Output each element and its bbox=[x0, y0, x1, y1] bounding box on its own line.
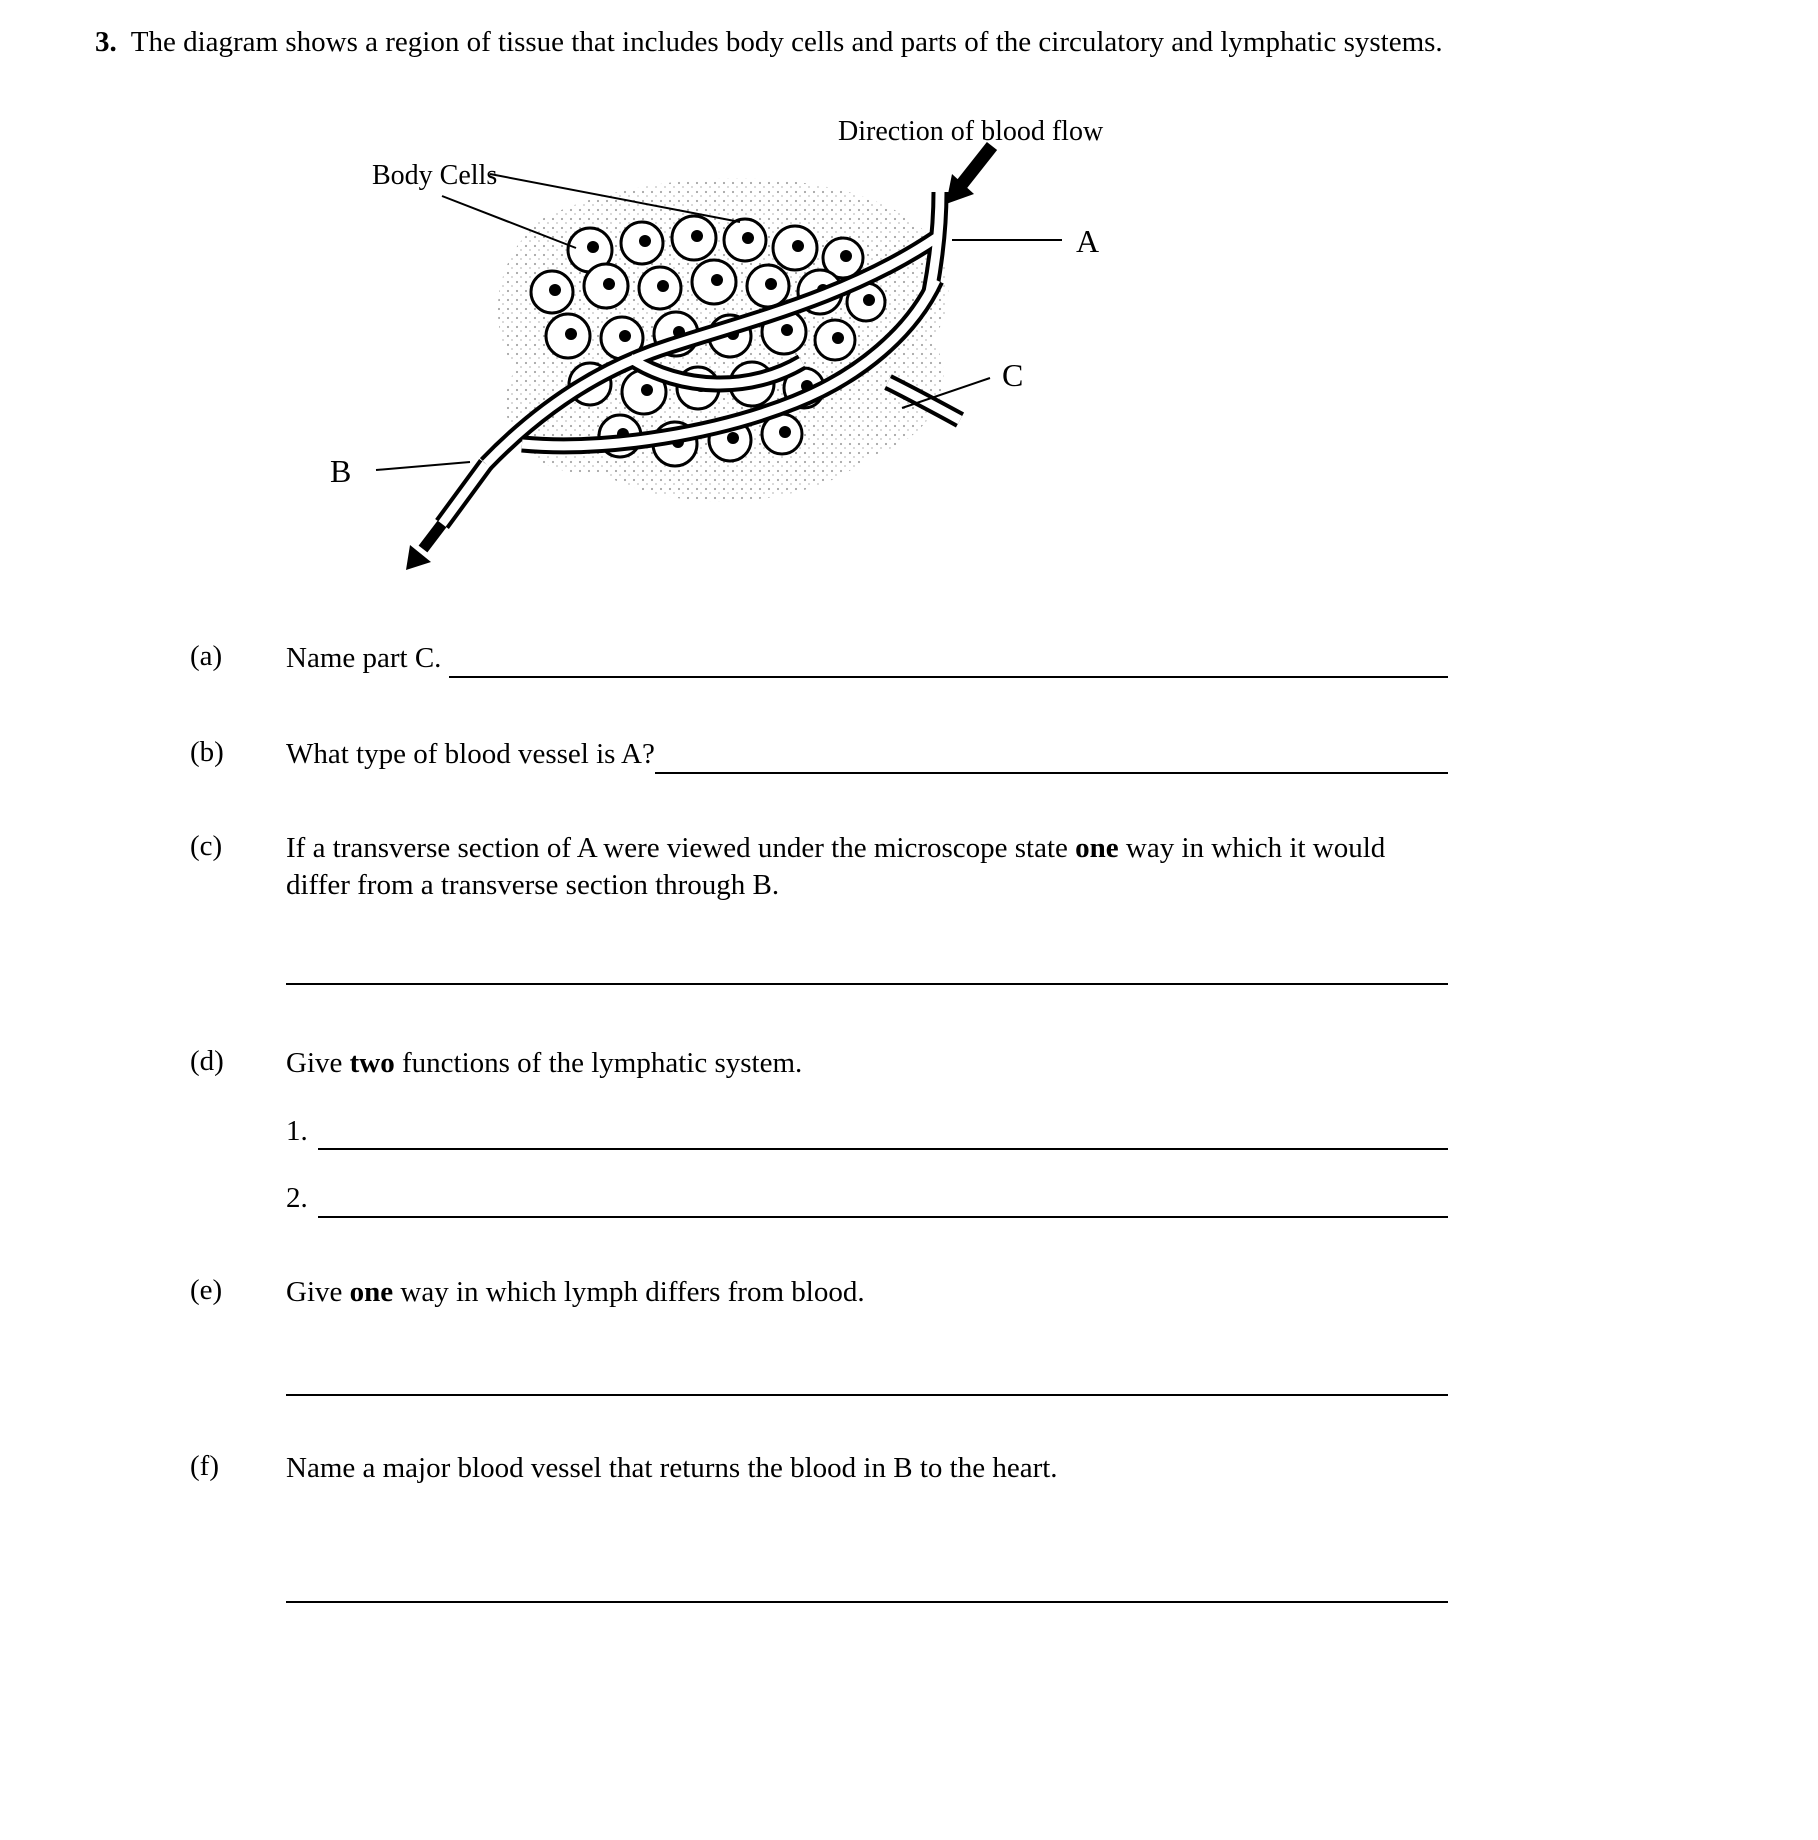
question-e-text: Give one way in which lymph differs from blood. bbox=[286, 1276, 865, 1309]
answer-row-d1 bbox=[286, 1113, 1448, 1151]
vessel-b-flow-arrow-icon bbox=[406, 524, 442, 570]
body-cells-label: Body Cells bbox=[372, 160, 498, 192]
question-a bbox=[190, 640, 1448, 678]
question-f-label: (f) bbox=[190, 1449, 219, 1482]
tissue-diagram bbox=[290, 100, 1190, 570]
label-b-pointer-line bbox=[376, 462, 470, 470]
label-c: C bbox=[1002, 357, 1024, 394]
label-b: B bbox=[330, 453, 352, 490]
question-e bbox=[190, 1274, 1448, 1396]
answer-line-d1 bbox=[318, 1116, 1448, 1150]
answer-line-c bbox=[286, 951, 1448, 985]
question-b-label: (b) bbox=[190, 735, 224, 768]
label-a: A bbox=[1076, 223, 1100, 260]
question-b bbox=[190, 736, 1448, 774]
question-d-text: Give two functions of the lymphatic system. bbox=[286, 1047, 803, 1079]
questions bbox=[190, 640, 1448, 1603]
question-c bbox=[190, 830, 1448, 985]
question-e-label: (e) bbox=[190, 1274, 223, 1307]
blood-flow-arrow-icon bbox=[946, 146, 992, 204]
answer-line-d2 bbox=[318, 1184, 1448, 1218]
question-c-label: (c) bbox=[190, 829, 223, 862]
question-intro bbox=[95, 24, 1758, 60]
answer-line-b bbox=[655, 740, 1448, 774]
question-b-text: What type of blood vessel is A? bbox=[286, 737, 655, 770]
answer-line-f bbox=[286, 1569, 1448, 1603]
answer-line-a bbox=[449, 644, 1448, 678]
intro-text: The diagram shows a region of tissue that includes body cells and parts of the circulatory and lymphatic systems. bbox=[130, 26, 1443, 58]
direction-of-blood-flow-label: Direction of blood flow bbox=[838, 116, 1104, 148]
question-d bbox=[190, 1045, 1448, 1218]
question-f bbox=[190, 1450, 1448, 1604]
answer-line-e bbox=[286, 1362, 1448, 1396]
answer-d1-number: 1. bbox=[286, 1114, 308, 1147]
question-number: 3. bbox=[95, 26, 117, 58]
answer-row-d2 bbox=[286, 1180, 1448, 1218]
question-d-label: (d) bbox=[190, 1045, 224, 1077]
question-a-label: (a) bbox=[190, 640, 223, 673]
question-a-text: Name part C. bbox=[286, 642, 449, 675]
question-f-text: Name a major blood vessel that returns the blood in B to the heart. bbox=[286, 1451, 1058, 1484]
answer-d2-number: 2. bbox=[286, 1182, 308, 1215]
tissue-diagram-svg bbox=[290, 100, 1190, 570]
question-c-text: If a transverse section of A were viewed under the microscope state one way in which it would differ from a transverse section through B. bbox=[286, 831, 1393, 902]
